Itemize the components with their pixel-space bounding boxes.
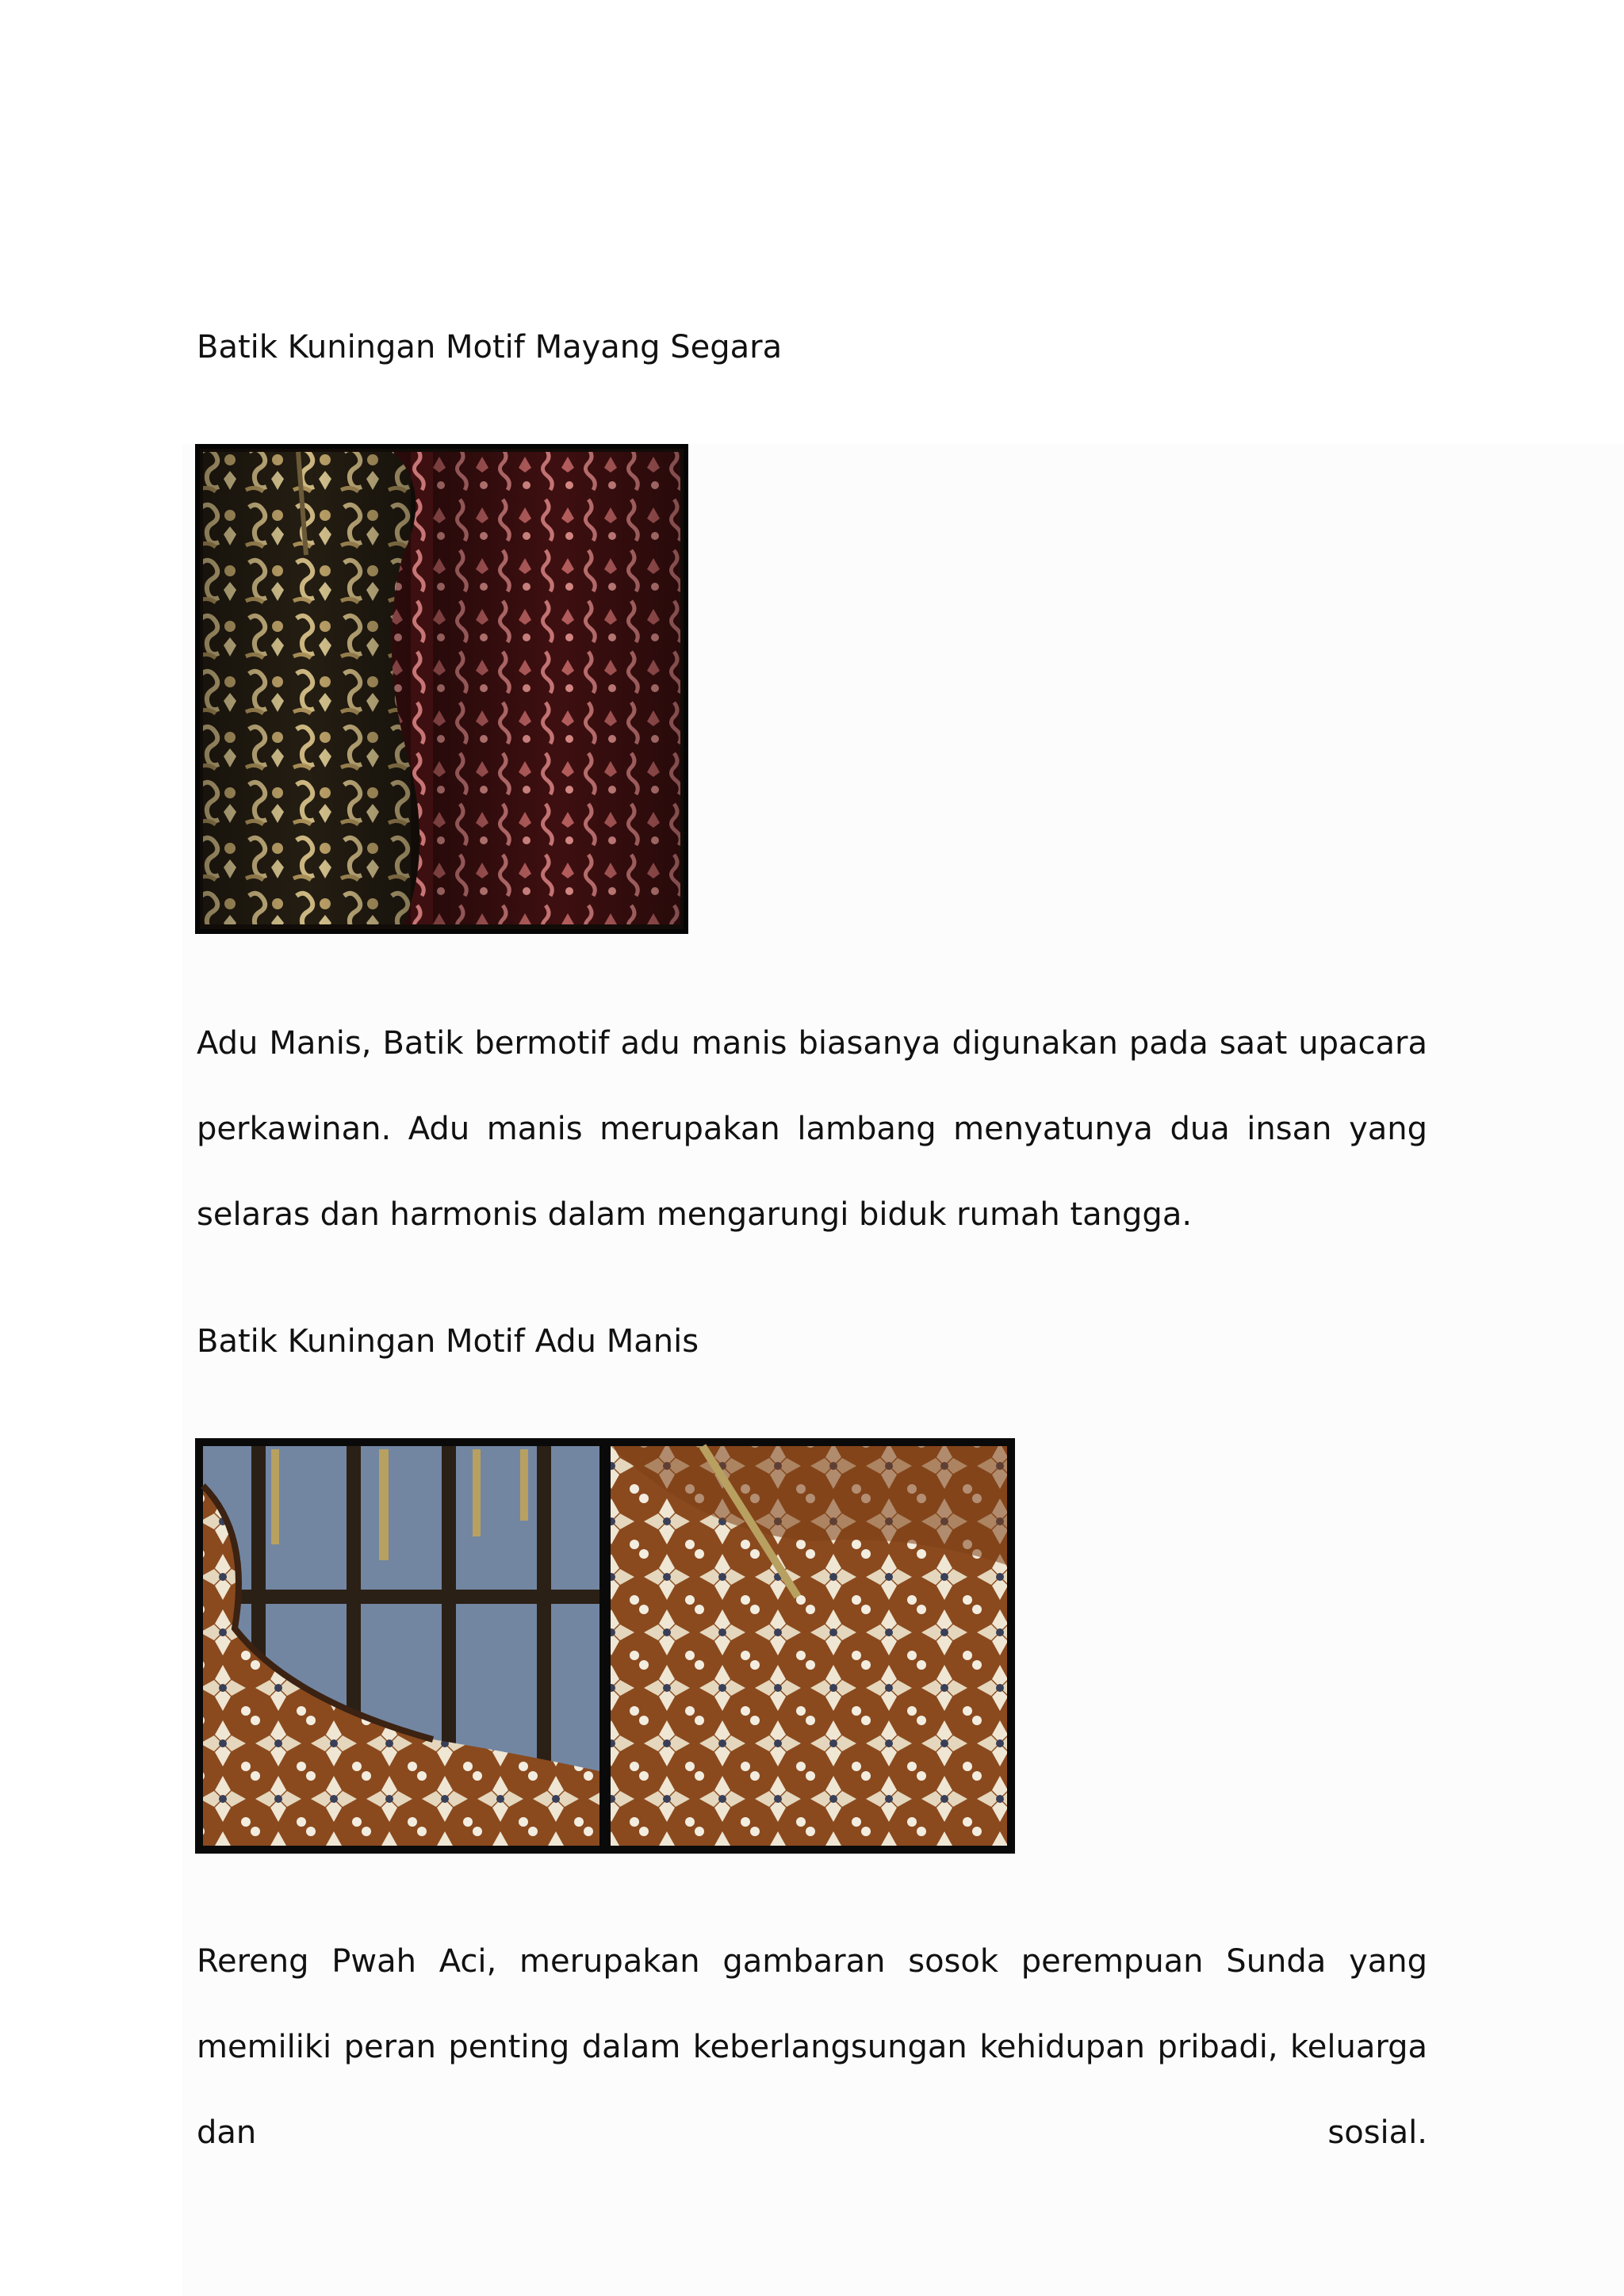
paragraph-adu-manis: Adu Manis, Batik bermotif adu manis biasanya digunakan pada saat upacara perkawinan. Adu manis merupakan lambang menyatunya dua insan yang selaras dan harmonis dalam mengarungi biduk rumah tangga.: [197, 1025, 1427, 1233]
batik-adu-manis-image: [195, 1438, 1015, 1854]
batik-fabric-photo-icon: [195, 1438, 1015, 1854]
batik-mayang-segara-image: [195, 444, 688, 934]
caption-adu-manis: Batik Kuningan Motif Adu Manis: [197, 1323, 699, 1360]
caption-mayang-segara: Batik Kuningan Motif Mayang Segara: [197, 329, 783, 365]
batik-fabric-photo-icon: [195, 444, 688, 934]
paragraph-rereng-pwah-aci: Rereng Pwah Aci, merupakan gambaran sosok perempuan Sunda yang memiliki peran penting dalam keberlangsungan kehidupan pribadi, keluarga dan sosial.: [197, 1943, 1427, 2151]
